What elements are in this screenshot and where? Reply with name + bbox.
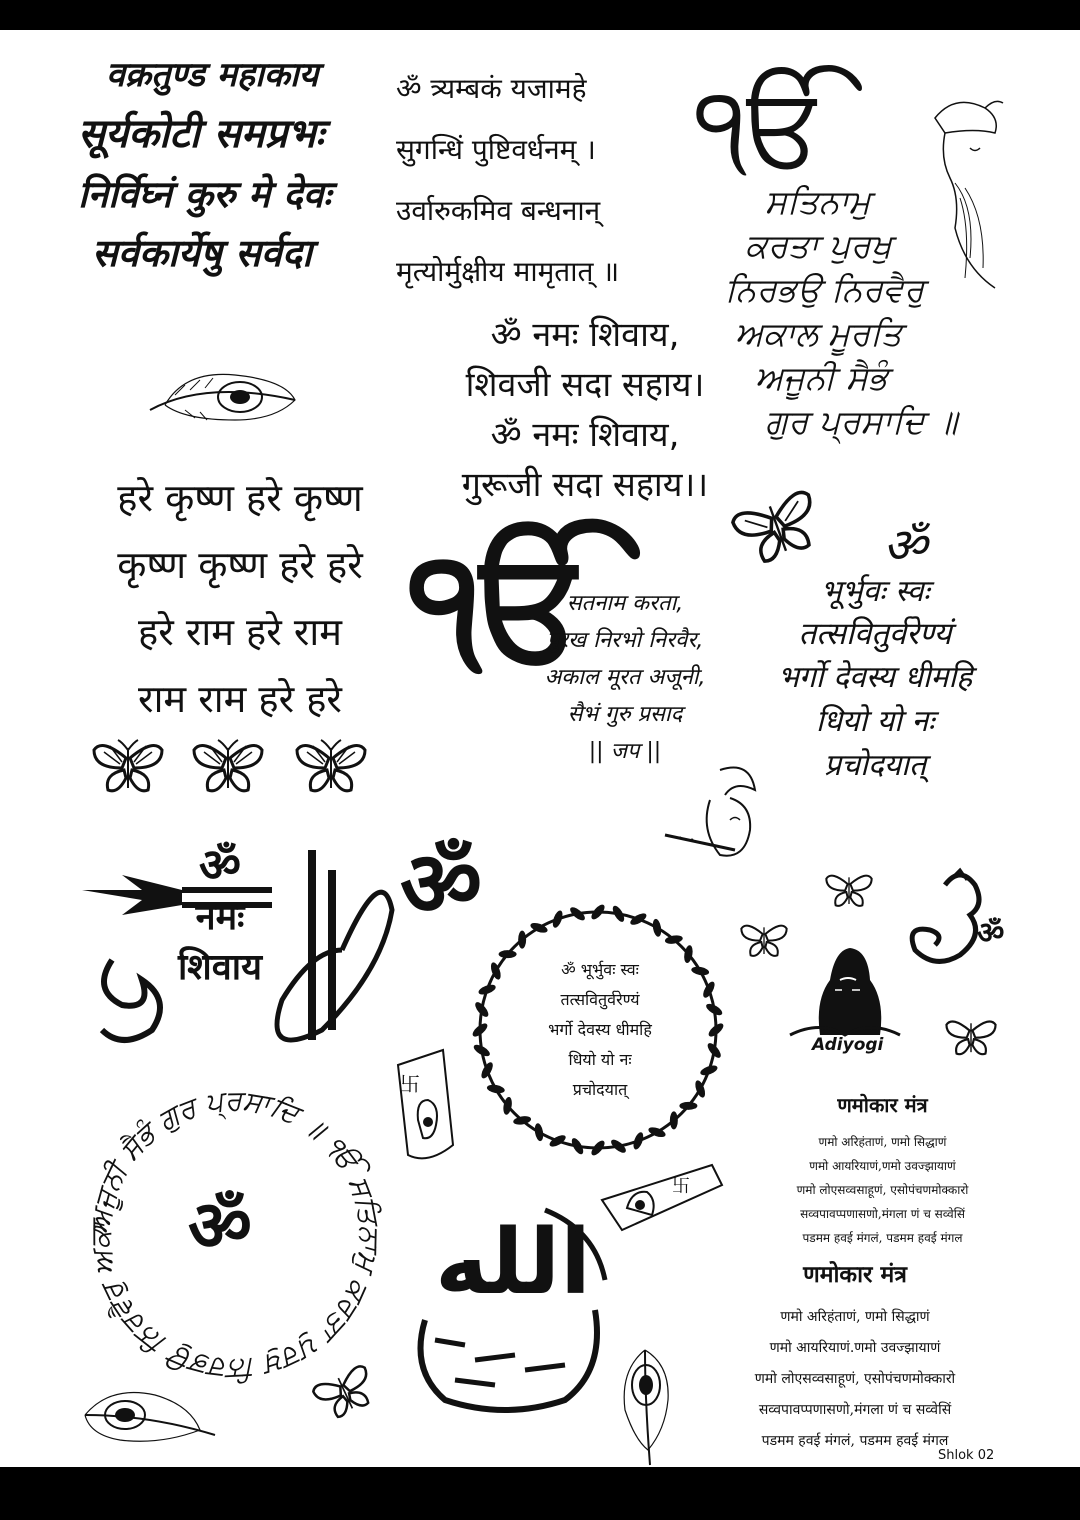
mool-mantar-line: सतनाम करता,	[566, 591, 684, 616]
mahamrityunjay-line: ॐ त्र्यम्बकं यजामहे	[396, 72, 587, 105]
vertical-om: ॐ	[199, 838, 241, 892]
gayatri-calligraphy-line: भर्गो देवस्य धीमहि	[777, 660, 973, 695]
om-symbol: ॐ	[400, 832, 483, 937]
vertical-shivaya: शिवाय	[177, 947, 263, 988]
swastika-symbol: 卐	[672, 1176, 690, 1197]
wreath-leaf	[699, 1064, 719, 1078]
shiv-mantra-line: शिवजी सदा सहाय।	[465, 365, 705, 405]
gayatri-calligraphy-line: तत्सवितुर्वरेण्यं	[798, 616, 952, 652]
namokar-line: सव्वपावप्पणासणो,मंगला णं च सव्वेसिं	[758, 1402, 952, 1418]
shiv-mantra-line: ॐ नमः शिवाय,	[490, 415, 680, 455]
footer-label: Shlok 02	[938, 1448, 995, 1463]
peacock-feather-icon	[80, 1385, 220, 1445]
gayatri-calligraphy-line: प्रचोदयात्	[823, 748, 927, 783]
namokar-line: पडमम हवई मंगलं, पडमम हवई मंगल	[802, 1231, 963, 1245]
wreath-leaf	[533, 1123, 544, 1142]
namokar-line: णमो अरिहंताणं, णमो सिद्धाणं	[818, 1135, 947, 1149]
gayatri-calligraphy-line: धियो यो नः	[815, 704, 935, 739]
wreath-leaf	[551, 909, 565, 929]
butterfly-icon	[295, 738, 367, 796]
wreath-leaf	[670, 1111, 678, 1129]
namokar-line: णमो आयरियाणं.णमो उवज्झायाणं	[769, 1340, 941, 1356]
wreath-leaf	[679, 1102, 697, 1110]
namokar-line: पडमम हवई मंगलं, पडमम हवई मंगल	[761, 1433, 949, 1449]
om-circle-center-symbol: ॐ	[188, 1185, 252, 1267]
gurmukhi-line: ਅਜੂਨੀ ਸੈਭੰ	[755, 358, 889, 397]
ganesha-icon	[905, 865, 1005, 975]
om-namah-shivaya-vertical	[175, 838, 265, 993]
namokar-title: णमोकार मंत्र	[803, 1261, 907, 1288]
ganesh-shlok-line: निर्विघ्नं कुरु मे देवः	[78, 171, 331, 216]
shiv-mantra-line: गुरूजी सदा सहाय।।	[461, 465, 709, 505]
allah-calligraphy	[405, 1170, 615, 1420]
wreath-leaf	[479, 1061, 495, 1081]
vertical-namah: नमः	[195, 897, 245, 938]
gayatri-calligraphy	[750, 520, 1000, 788]
butterfly-icon	[192, 738, 264, 796]
arabic-calligraphy-ornament-icon	[405, 1170, 615, 1420]
gurmukhi-line: ਕਰਤਾ ਪੁਰਖੁ	[745, 226, 892, 265]
namokar-line: णमो लोएसव्वसाहूणं, एसोपंचणमोक्कारो	[754, 1371, 956, 1387]
jain-hand-icon	[602, 1160, 727, 1230]
hare-krishna-line: हरे राम हरे राम	[138, 610, 342, 654]
mool-mantar-line: पुरख निरभो निरवैर,	[546, 628, 704, 653]
ik-onkar-symbol: ੴ	[695, 62, 829, 190]
peacock-feather-icon	[620, 1340, 675, 1467]
wreath-leaf	[518, 931, 526, 949]
hare-krishna-line: राम राम हरे हरे	[138, 677, 342, 721]
shiv-mantra-line: ॐ नमः शिवाय,	[490, 315, 680, 355]
butterfly-icon	[945, 1015, 997, 1059]
mahamrityunjay-line: उर्वारुकमिव बन्धनान्	[396, 194, 601, 227]
circular-gurmukhi-text: ਅਜੂਨੀ ਸੈਭੰ ਗੁਰ ਪ੍ਰਸਾਦਿ ॥ ੴ ਸਤਿਨਾਮੁ ਕਰਤਾ ਪੁਰਖੁ ਨਿਰਭਉ ਨਿਰਵੈਰੁ ਅਕਾਲ ਮੂਰਤਿ	[66, 1054, 387, 1387]
gayatri-calligraphy-line: भूर्भुवः स्वः	[820, 574, 930, 609]
hare-krishna-line: कृष्ण कृष्ण हरे हरे	[117, 543, 363, 587]
namokar-line: णमो लोएसव्वसाहूणं, एसोपंचणमोक्कारो	[796, 1183, 969, 1197]
wreath-leaf	[629, 911, 649, 927]
namokar-title: णमोकार मंत्र	[837, 1093, 928, 1117]
mool-mantar-line: अकाल मूरत अजूनी,	[544, 665, 706, 690]
hare-krishna-line: हरे कृष्ण हरे कृष्ण	[117, 476, 363, 520]
gayatri-wreath-line: तत्सवितुर्वरेण्यं	[560, 990, 640, 1009]
namokar-line: णमो आयरियाणं,णमो उवज्झायाणं	[809, 1159, 956, 1173]
ganesh-shlok-line: सूर्यकोटी समप्रभः	[78, 109, 324, 157]
wreath-leaf	[691, 965, 710, 976]
butterfly-icon	[740, 920, 788, 960]
gayatri-wreath-line: प्रचोदयात्	[572, 1080, 628, 1099]
mahamrityunjay-line: सुगन्धिं पुष्टिवर्धनम् ।	[396, 133, 596, 166]
peacock-feather-icon	[145, 360, 305, 430]
ganesh-shlok-line: सर्वकार्येषु सर्वदा	[92, 230, 312, 276]
namokar-line: सव्वपावप्पणासणो,मंगला णं च सव्वेसिं	[800, 1207, 965, 1221]
ganesha-om: ॐ	[977, 916, 1005, 951]
ganesh-shlok	[78, 55, 378, 276]
mool-mantar	[515, 585, 735, 770]
guru-nanak-sketch-icon	[915, 88, 1005, 288]
tattoo-design-sheet	[0, 30, 1080, 1467]
ganesh-shlok-line: वक्रतुण्ड महाकाय	[106, 55, 319, 95]
wreath-leaf	[499, 950, 517, 958]
gurmukhi-line: ਅਕਾਲ ਮੂਰਤਿ	[735, 314, 903, 353]
mahamrityunjay-mantra	[396, 58, 619, 302]
mahamrityunjay-line: मृत्योर्मुक्षीय मामृतात् ॥	[396, 255, 620, 288]
swastika-symbol: 卐	[400, 1072, 420, 1096]
wreath-leaf	[477, 983, 497, 997]
namokar-mantra-small	[740, 1090, 1025, 1250]
wreath-leaf	[701, 980, 717, 1000]
gayatri-wreath-line: ॐ भूर्भुवः स्वः	[561, 960, 639, 979]
hare-krishna-mantra	[80, 465, 400, 733]
gurmukhi-line: ਨਿਰਭਉ ਨਿਰਵੈਰੁ	[725, 270, 925, 309]
gayatri-wreath-line: भर्गो देवस्य धीमहि	[548, 1020, 652, 1039]
wreath-leaf	[486, 1083, 505, 1094]
ik-onkar-large-symbol: ੴ	[410, 518, 593, 692]
gayatri-wreath-line: धियो यो नः	[568, 1050, 632, 1069]
adiyogi-icon	[790, 940, 900, 1040]
namokar-line: णमो अरिहंताणं, णमो सिद्धाणं	[780, 1309, 930, 1325]
wreath-leaf	[632, 1131, 646, 1151]
mool-mantar-line: सैभं गुरु प्रसाद	[567, 702, 683, 727]
adiyogi-label: Adiyogi	[812, 1035, 884, 1055]
butterfly-icon	[92, 738, 164, 796]
shiv-mantra	[420, 310, 750, 510]
butterfly-icon	[825, 870, 873, 910]
gayatri-calligraphy-om: ॐ	[883, 518, 927, 574]
namokar-mantra-large	[695, 1258, 1015, 1457]
jain-hand-icon	[388, 1050, 458, 1165]
wreath-leaf	[651, 918, 662, 937]
mool-mantar-line: || जप ||	[588, 739, 662, 764]
allah-calligraphy-text: الله	[435, 1210, 591, 1315]
wreath-leaf	[548, 1133, 568, 1149]
gayatri-wreath-text	[520, 955, 680, 1105]
krishna-icon	[660, 760, 770, 870]
gurmukhi-line: ਸਤਿਨਾਮੁ	[765, 182, 871, 221]
gurmukhi-line: ਗੁਰ ਪ੍ਰਸਾਦਿ ॥	[765, 402, 958, 441]
